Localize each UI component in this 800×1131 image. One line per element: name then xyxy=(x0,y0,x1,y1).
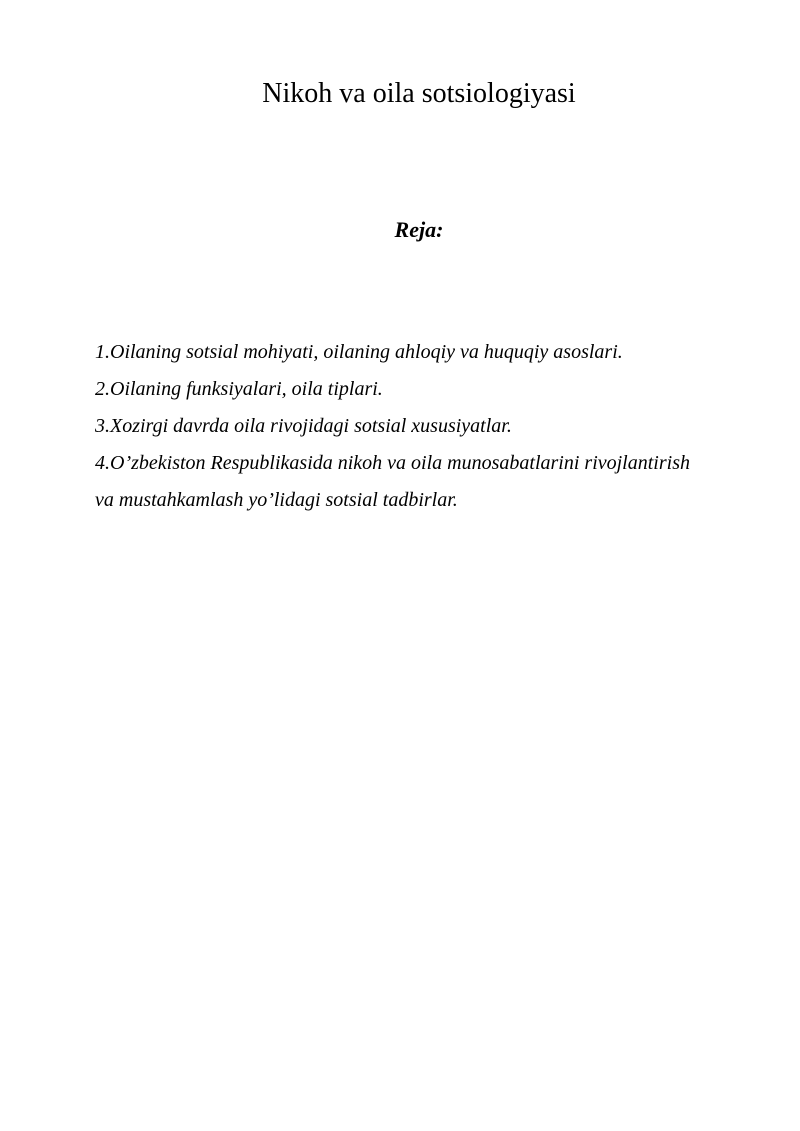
plan-list xyxy=(95,334,745,519)
document-title: Nikoh va oila sotsiologiyasi xyxy=(262,78,576,109)
plan-item-3: 3.Xozirgi davrda oila rivojidagi sotsial xususiyatlar. xyxy=(95,415,512,437)
plan-item-1: 1.Oilaning sotsial mohiyati, oilaning ahloqiy va huquqiy asoslari. xyxy=(95,341,623,363)
plan-item-2: 2.Oilaning funksiyalari, oila tiplari. xyxy=(95,378,383,400)
plan-item-4: 4.O’zbekiston Respublikasida nikoh va oila munosabatlarini rivojlantirish xyxy=(95,452,690,474)
plan-item-4-continuation: va mustahkamlash yo’lidagi sotsial tadbirlar. xyxy=(95,489,458,511)
plan-heading: Reja: xyxy=(394,217,444,242)
